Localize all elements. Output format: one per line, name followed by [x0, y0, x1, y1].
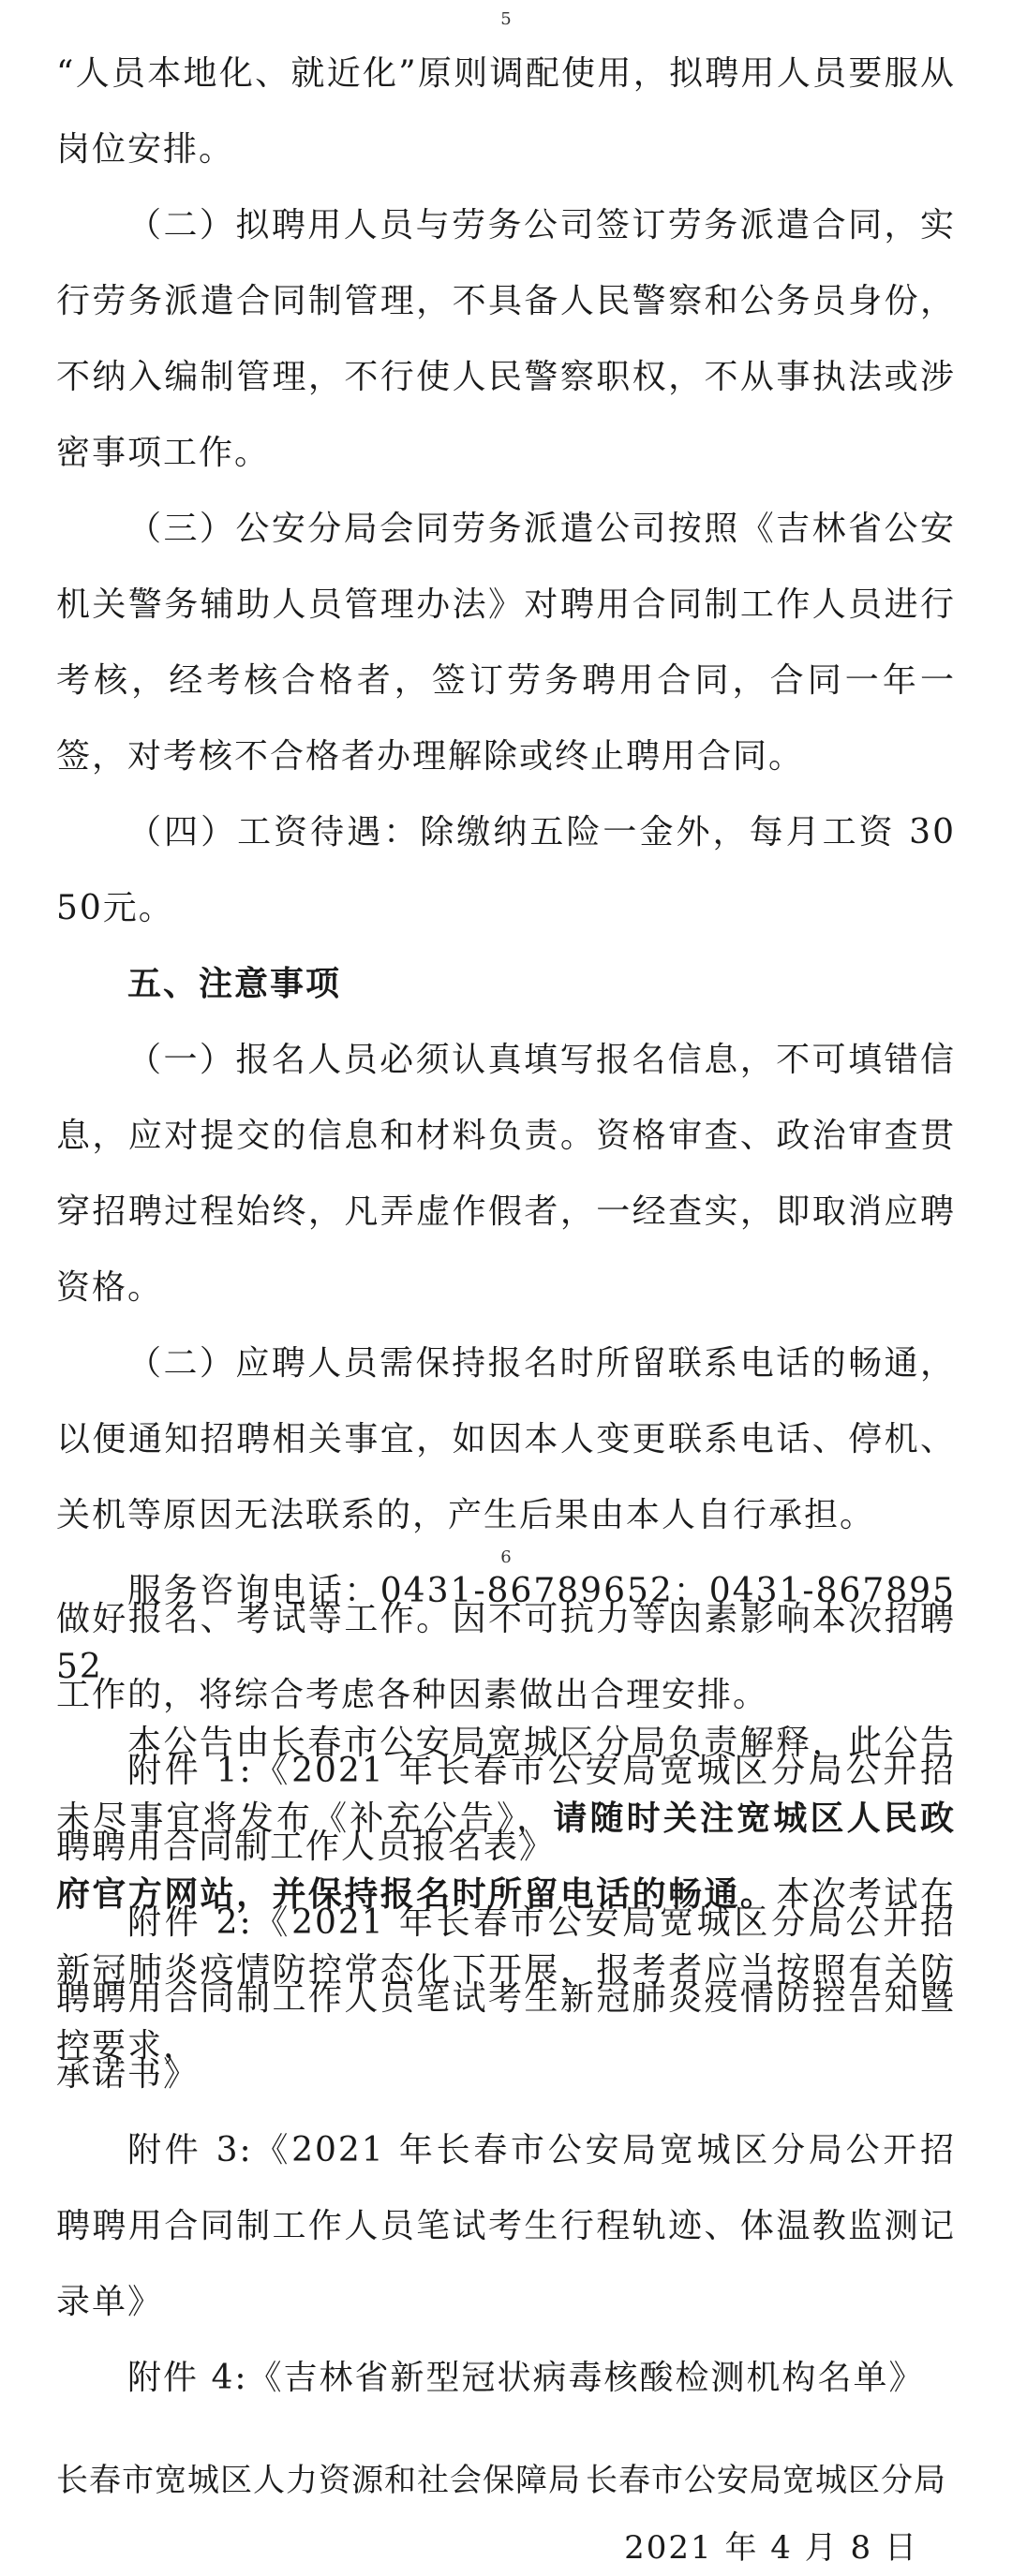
- attachment-3: 附件 3:《2021 年长春市公安局宽城区分局公开招聘聘用合同制工作人员笔试考生行程轨迹、体温教监测记录单》: [56, 2131, 956, 2321]
- signature-hr-bureau: 长春市宽城区人力资源和社会保障局: [56, 2462, 581, 2499]
- closing-text: 本公告由长春市公安局宽城区分局负责解释，此公告未尽事宜将发布《补充公告》，: [56, 1724, 956, 1838]
- paragraph-dispatch-contract: （二）拟聘用人员与劳务公司签订劳务派遣合同，实行劳务派遣合同制管理，不具备人民警察和公务员身份，不纳入编制管理，不行使人民警察职权，不从事执法或涉密事项工作。: [56, 206, 956, 472]
- page-number: 5: [500, 9, 512, 29]
- paragraph-salary: （四）工资待遇：除缴纳五险一金外，每月工资 3050元。: [56, 813, 956, 927]
- paragraph-assessment: （三）公安分局会同劳务派遣公司按照《吉林省公安机关警务辅助人员管理办法》对聘用合同制工作人员进行考核，经考核合格者，签订劳务聘用合同，合同一年一签，对考核不合格者办理解除或终止聘用合同。: [56, 510, 956, 776]
- signature-police-branch: 长春市公安局宽城区分局: [586, 2462, 946, 2499]
- closing-text-continued: 本次考试在新冠肺炎疫情防控常态化下开展，报考者应当按照有关防控要求，: [56, 1875, 956, 2065]
- paragraph-note-2: （二）应聘人员需保持报名时所留联系电话的畅通，以便通知招聘相关事宜，如因本人变更联系电话、停机、关机等原因无法联系的，产生后果由本人自行承担。: [56, 1344, 956, 1534]
- attachment-2: 附件 2:《2021 年长春市公安局宽城区分局公开招聘聘用合同制工作人员笔试考生新冠肺炎疫情防控告知暨承诺书》: [56, 1903, 956, 2094]
- page-body: [56, 1581, 956, 2416]
- attachment-1: 附件 1:《2021 年长春市公安局宽城区分局公开招聘聘用合同制工作人员报名表》: [56, 1752, 956, 1866]
- paragraph-note-1: （一）报名人员必须认真填写报名信息，不可填错信息，应对提交的信息和材料负责。资格审查、政治审查贯穿招聘过程始终，凡弄虚作假者，一经查实，即取消应聘资格。: [56, 1041, 956, 1307]
- page-number: 6: [500, 1547, 512, 1567]
- closing-bold-text: 请随时关注宽城区人民政府官方网站，并保持报名时所留电话的畅通。: [56, 1799, 956, 1914]
- paragraph-hotline: 服务咨询电话：0431-86789652；0431-86789552: [56, 1572, 956, 1686]
- document-page-6: [0, 1499, 1012, 2567]
- issue-date: 2021 年 4 月 8 日: [624, 2529, 918, 2567]
- section-heading-notes: 五、注意事项: [127, 965, 342, 1003]
- paragraph-assignment: “人员本地化、就近化”原则调配使用，拟聘用人员要服从岗位安排。: [56, 54, 956, 169]
- attachment-4: 附件 4:《吉林省新型冠状病毒核酸检测机构名单》: [127, 2359, 925, 2397]
- paragraph-continuation: 做好报名、考试等工作。因不可抗力等因素影响本次招聘工作的，将综合考虑各种因素做出合理安排。: [56, 1600, 956, 1714]
- signature-row: [56, 2443, 956, 2519]
